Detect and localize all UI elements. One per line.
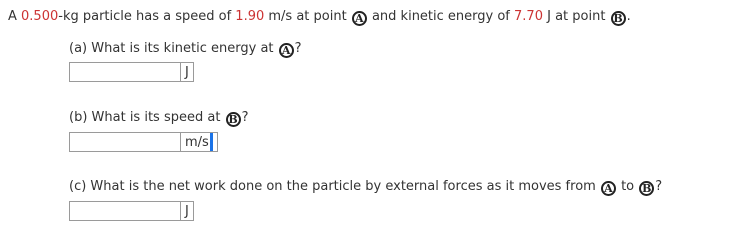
part-b-input[interactable] bbox=[69, 132, 181, 152]
part-a-end: ? bbox=[294, 41, 302, 56]
part-a-input[interactable] bbox=[69, 62, 181, 82]
part-c-end: ? bbox=[655, 179, 663, 194]
speed-suffix: m/s at point bbox=[264, 9, 351, 24]
point-b-icon: B bbox=[639, 181, 654, 196]
part-b-unit: m/s bbox=[185, 134, 209, 150]
part-c-input[interactable] bbox=[69, 201, 181, 221]
point-b-icon: B bbox=[226, 112, 241, 127]
point-a-icon: A bbox=[279, 43, 294, 58]
point-b-icon: B bbox=[611, 11, 626, 26]
part-b-answer bbox=[69, 131, 218, 153]
problem-statement bbox=[8, 9, 631, 26]
energy-value: 7.70 bbox=[514, 9, 543, 24]
problem-prefix: A bbox=[8, 9, 22, 24]
problem-end: . bbox=[626, 9, 631, 24]
point-a-icon: A bbox=[352, 11, 367, 26]
part-a-unit: J bbox=[181, 62, 194, 82]
part-a-label: (a) What is its kinetic energy at bbox=[69, 41, 278, 56]
part-b-unit-box bbox=[181, 132, 218, 152]
text-cursor bbox=[210, 133, 213, 151]
point-a-icon: A bbox=[601, 181, 616, 196]
part-c-answer bbox=[69, 200, 194, 222]
part-c-unit: J bbox=[181, 201, 194, 221]
problem-middle: and kinetic energy of bbox=[367, 9, 515, 24]
mass-value: 0.500 bbox=[21, 9, 59, 24]
part-b-end: ? bbox=[241, 110, 249, 125]
part-b-question bbox=[69, 110, 248, 127]
part-c-label: (c) What is the net work done on the particle by external forces as it moves from bbox=[69, 179, 600, 194]
part-c-question bbox=[69, 179, 662, 196]
part-a-question bbox=[69, 41, 302, 58]
part-b-label: (b) What is its speed at bbox=[69, 110, 225, 125]
part-c-middle: to bbox=[616, 179, 639, 194]
mass-suffix: -kg particle has a speed of bbox=[58, 9, 236, 24]
energy-suffix: J at point bbox=[542, 9, 610, 24]
speed-value: 1.90 bbox=[235, 9, 265, 24]
part-a-answer bbox=[69, 61, 194, 83]
